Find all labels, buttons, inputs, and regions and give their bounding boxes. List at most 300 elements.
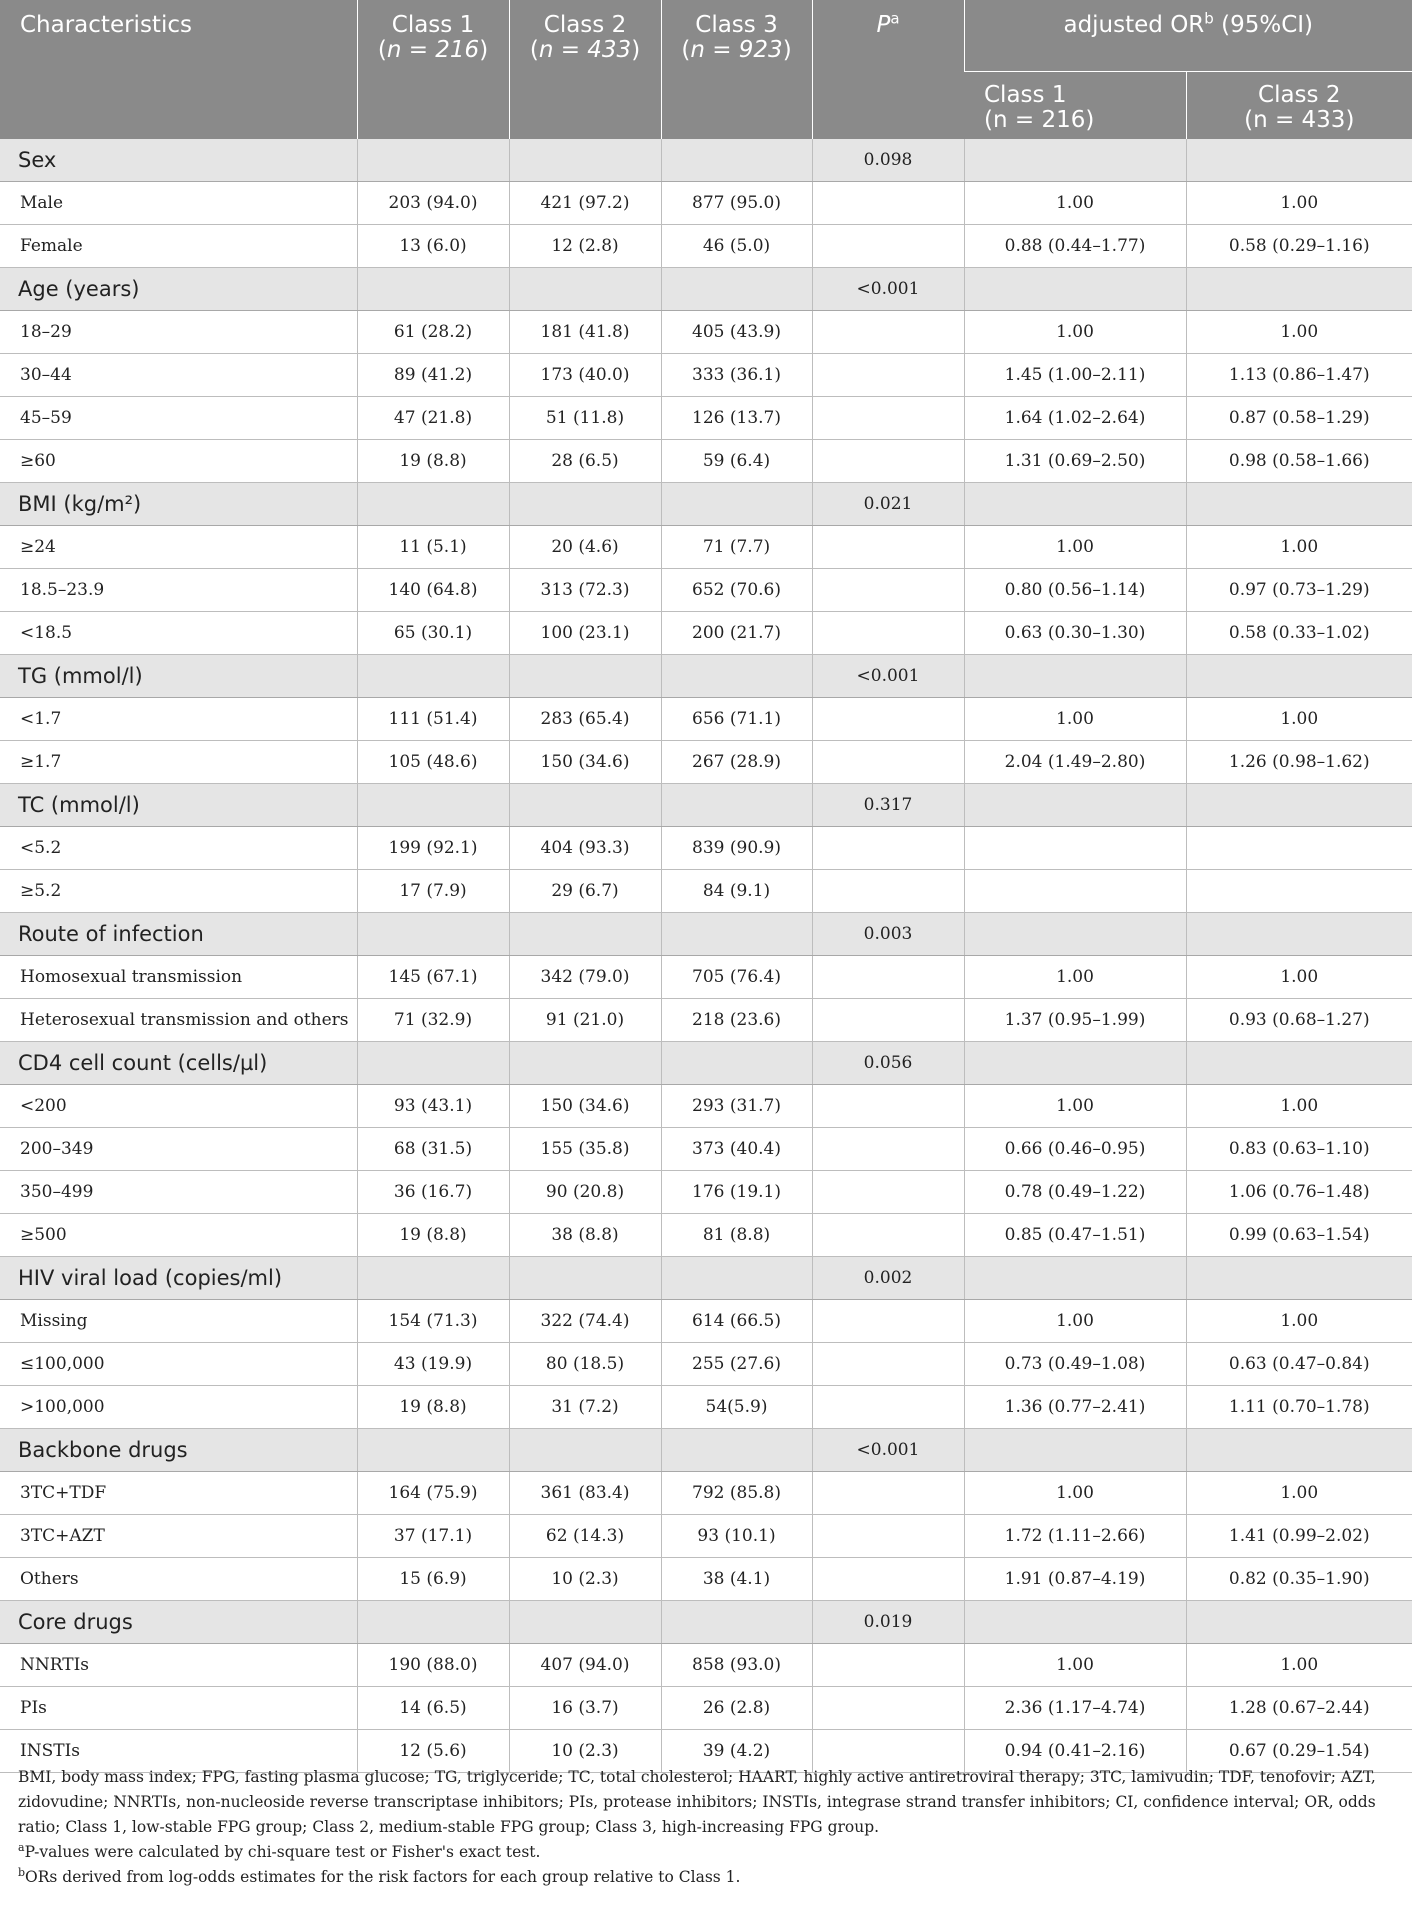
row-p-value [812,1300,964,1343]
class2-count: 283 (65.4) [509,698,661,741]
row-p-value [812,397,964,440]
group-row [0,1042,1412,1085]
row-p-value [812,1644,964,1687]
row-p-value [812,1515,964,1558]
group-class3-cell [661,1257,812,1300]
group-name: CD4 cell count (cells/µl) [0,1042,357,1085]
footnote-abbreviations: BMI, body mass index; FPG, fasting plasma glucose; TG, triglyceride; TC, total cholesterol; HAART, highly active antiretroviral therapy; 3TC, lamivudin; TDF, tenofovir; AZT, zidovudine; NNRTIs, non-nucleoside reverse transcriptase inhibitors; PIs, protease inhibitors; INSTIs, integrase strand transfer inhibitors; CI, confidence interval; OR, odds ratio; Class 1, low-stable FPG group; Class 2, medium-stable FPG group; Class 3, high-increasing FPG group. [18,1768,1376,1836]
header-or-class1-label: Class 1 [984,82,1067,108]
or-class2: 1.00 [1186,182,1412,225]
class2-count: 91 (21.0) [509,999,661,1042]
or-class2: 1.00 [1186,1472,1412,1515]
row-p-value [812,1343,964,1386]
group-class1-cell [357,483,509,526]
class2-count: 173 (40.0) [509,354,661,397]
class1-count: 17 (7.9) [357,870,509,913]
or-class2: 0.83 (0.63–1.10) [1186,1128,1412,1171]
class3-count: 200 (21.7) [661,612,812,655]
footnote-b-mark: b [18,1865,26,1879]
class2-count: 28 (6.5) [509,440,661,483]
table-row [0,698,1412,741]
class1-count: 19 (8.8) [357,1214,509,1257]
class2-count: 322 (74.4) [509,1300,661,1343]
row-p-value [812,440,964,483]
or-class1: 0.88 (0.44–1.77) [964,225,1186,268]
group-class3-cell [661,1042,812,1085]
row-label: 45–59 [0,397,357,440]
class2-count: 10 (2.3) [509,1558,661,1601]
or-class2: 1.26 (0.98–1.62) [1186,741,1412,784]
table-row [0,827,1412,870]
group-p-value: 0.098 [812,139,964,182]
group-class2-cell [509,1601,661,1644]
group-name: BMI (kg/m²) [0,483,357,526]
row-label: ≥500 [0,1214,357,1257]
or-class2: 1.00 [1186,1300,1412,1343]
row-p-value [812,870,964,913]
or-class2 [1186,870,1412,913]
class1-count: 14 (6.5) [357,1687,509,1730]
class3-count: 656 (71.1) [661,698,812,741]
class2-count: 404 (93.3) [509,827,661,870]
footnote-a-mark: a [18,1840,25,1854]
header-or-sup: b [1204,9,1214,28]
row-p-value [812,1128,964,1171]
group-or2-cell [1186,1257,1412,1300]
group-name: TC (mmol/l) [0,784,357,827]
row-label: 3TC+AZT [0,1515,357,1558]
class2-count: 62 (14.3) [509,1515,661,1558]
class1-count: 47 (21.8) [357,397,509,440]
header-class3: Class 3 (n = 923) [661,0,812,139]
or-class1 [964,827,1186,870]
group-or2-cell [1186,655,1412,698]
row-label: <5.2 [0,827,357,870]
footnote-b [18,1865,1403,1890]
class3-count: 792 (85.8) [661,1472,812,1515]
class3-count: 839 (90.9) [661,827,812,870]
row-p-value [812,1171,964,1214]
class2-count: 100 (23.1) [509,612,661,655]
group-class1-cell [357,784,509,827]
header-class2-n: n = 433 [538,37,632,63]
class3-count: 46 (5.0) [661,225,812,268]
class3-count: 71 (7.7) [661,526,812,569]
row-label: Female [0,225,357,268]
row-p-value [812,741,964,784]
group-class2-cell [509,1042,661,1085]
table-row [0,225,1412,268]
or-class2: 1.00 [1186,956,1412,999]
or-class2: 0.58 (0.29–1.16) [1186,225,1412,268]
group-p-value: 0.002 [812,1257,964,1300]
class1-count: 111 (51.4) [357,698,509,741]
row-label: 350–499 [0,1171,357,1214]
group-class1-cell [357,1042,509,1085]
class3-count: 858 (93.0) [661,1644,812,1687]
row-label: 200–349 [0,1128,357,1171]
group-class2-cell [509,1257,661,1300]
footnote-b-text: ORs derived from log-odds estimates for the risk factors for each group relative to Class 1. [25,1868,741,1886]
row-label: ≥5.2 [0,870,357,913]
class2-count: 155 (35.8) [509,1128,661,1171]
class1-count: 36 (16.7) [357,1171,509,1214]
class1-count: 12 (5.6) [357,1730,509,1773]
class1-count: 105 (48.6) [357,741,509,784]
or-class2: 1.00 [1186,698,1412,741]
class3-count: 652 (70.6) [661,569,812,612]
or-class1: 1.72 (1.11–2.66) [964,1515,1186,1558]
row-label: Missing [0,1300,357,1343]
row-label: NNRTIs [0,1644,357,1687]
row-p-value [812,354,964,397]
row-p-value [812,612,964,655]
header-class1: Class 1 (n = 216) [357,0,509,139]
group-or1-cell [964,784,1186,827]
or-class1 [964,870,1186,913]
class2-count: 20 (4.6) [509,526,661,569]
class1-count: 190 (88.0) [357,1644,509,1687]
row-label: Others [0,1558,357,1601]
or-class1: 0.73 (0.49–1.08) [964,1343,1186,1386]
group-class2-cell [509,268,661,311]
row-label: Male [0,182,357,225]
or-class1: 0.63 (0.30–1.30) [964,612,1186,655]
row-p-value [812,956,964,999]
table-row [0,1644,1412,1687]
table-row [0,1687,1412,1730]
class1-count: 203 (94.0) [357,182,509,225]
table-row [0,612,1412,655]
class3-count: 54(5.9) [661,1386,812,1429]
row-label: ≥60 [0,440,357,483]
class3-count: 877 (95.0) [661,182,812,225]
group-p-value: 0.021 [812,483,964,526]
or-class2: 0.58 (0.33–1.02) [1186,612,1412,655]
group-row [0,1429,1412,1472]
class3-count: 38 (4.1) [661,1558,812,1601]
or-class2: 1.00 [1186,1644,1412,1687]
or-class1: 1.00 [964,1085,1186,1128]
row-label: 3TC+TDF [0,1472,357,1515]
header-or-class1-n: (n = 216) [984,107,1095,133]
group-class1-cell [357,655,509,698]
class3-count: 26 (2.8) [661,1687,812,1730]
class3-count: 405 (43.9) [661,311,812,354]
class1-count: 15 (6.9) [357,1558,509,1601]
class3-count: 705 (76.4) [661,956,812,999]
row-label: ≤100,000 [0,1343,357,1386]
group-p-value: 0.056 [812,1042,964,1085]
row-p-value [812,311,964,354]
group-class3-cell [661,139,812,182]
group-name: Backbone drugs [0,1429,357,1472]
group-row [0,655,1412,698]
group-class2-cell [509,655,661,698]
group-or2-cell [1186,1429,1412,1472]
row-label: 30–44 [0,354,357,397]
header-or-class2 [1186,72,1412,140]
group-class3-cell [661,1601,812,1644]
or-class2: 0.93 (0.68–1.27) [1186,999,1412,1042]
header-or-class2-label: Class 2 [1258,82,1341,108]
class3-count: 93 (10.1) [661,1515,812,1558]
class1-count: 164 (75.9) [357,1472,509,1515]
row-p-value [812,1687,964,1730]
or-class2: 1.00 [1186,526,1412,569]
class3-count: 267 (28.9) [661,741,812,784]
table-row [0,182,1412,225]
header-class2-label: Class 2 [543,12,627,38]
class1-count: 37 (17.1) [357,1515,509,1558]
or-class1: 2.04 (1.49–2.80) [964,741,1186,784]
header-p-label: P [876,12,891,38]
row-p-value [812,1558,964,1601]
table-row [0,440,1412,483]
row-label: INSTIs [0,1730,357,1773]
group-class2-cell [509,139,661,182]
class3-count: 59 (6.4) [661,440,812,483]
row-p-value [812,1386,964,1429]
table-footnotes [18,1765,1403,1890]
header-p-sup: a [890,9,900,28]
table-row [0,569,1412,612]
or-class1: 0.94 (0.41–2.16) [964,1730,1186,1773]
class2-count: 407 (94.0) [509,1644,661,1687]
row-label: ≥1.7 [0,741,357,784]
group-class2-cell [509,784,661,827]
class1-count: 19 (8.8) [357,1386,509,1429]
group-row [0,784,1412,827]
group-or1-cell [964,1429,1186,1472]
header-or-label: adjusted OR [1063,12,1205,38]
group-name: TG (mmol/l) [0,655,357,698]
row-label: ≥24 [0,526,357,569]
header-or-class1 [964,72,1186,140]
or-class1: 1.00 [964,526,1186,569]
group-class2-cell [509,483,661,526]
group-p-value: 0.003 [812,913,964,956]
row-label: PIs [0,1687,357,1730]
group-class1-cell [357,1429,509,1472]
group-class1-cell [357,1257,509,1300]
row-label: >100,000 [0,1386,357,1429]
group-or2-cell [1186,1042,1412,1085]
class1-count: 13 (6.0) [357,225,509,268]
or-class1: 1.00 [964,311,1186,354]
group-or1-cell [964,655,1186,698]
group-or1-cell [964,483,1186,526]
table-row [0,1558,1412,1601]
or-class1: 1.00 [964,1644,1186,1687]
group-p-value: <0.001 [812,1429,964,1472]
or-class1: 0.80 (0.56–1.14) [964,569,1186,612]
or-class2: 0.87 (0.58–1.29) [1186,397,1412,440]
group-class3-cell [661,268,812,311]
header-class1-n: n = 216 [386,37,480,63]
group-or2-cell [1186,784,1412,827]
class2-count: 38 (8.8) [509,1214,661,1257]
group-or1-cell [964,268,1186,311]
or-class1: 0.78 (0.49–1.22) [964,1171,1186,1214]
or-class1: 1.00 [964,1300,1186,1343]
group-name: Route of infection [0,913,357,956]
class3-count: 218 (23.6) [661,999,812,1042]
class2-count: 16 (3.7) [509,1687,661,1730]
class3-count: 255 (27.6) [661,1343,812,1386]
table-row [0,1300,1412,1343]
group-row [0,1257,1412,1300]
or-class2: 1.06 (0.76–1.48) [1186,1171,1412,1214]
group-or1-cell [964,1257,1186,1300]
class2-count: 421 (97.2) [509,182,661,225]
group-p-value: 0.019 [812,1601,964,1644]
group-class3-cell [661,784,812,827]
group-or1-cell [964,913,1186,956]
table-row [0,1472,1412,1515]
table-row [0,1214,1412,1257]
header-class3-n: n = 923 [690,37,783,63]
row-label: <200 [0,1085,357,1128]
row-p-value [812,698,964,741]
header-adjusted-or [964,0,1412,72]
group-class1-cell [357,139,509,182]
class3-count: 39 (4.2) [661,1730,812,1773]
class1-count: 61 (28.2) [357,311,509,354]
or-class1: 1.00 [964,956,1186,999]
group-class2-cell [509,913,661,956]
group-class3-cell [661,655,812,698]
row-p-value [812,1085,964,1128]
class2-count: 181 (41.8) [509,311,661,354]
group-name: Age (years) [0,268,357,311]
or-class2: 0.82 (0.35–1.90) [1186,1558,1412,1601]
class2-count: 51 (11.8) [509,397,661,440]
group-class1-cell [357,1601,509,1644]
group-class3-cell [661,1429,812,1472]
or-class1: 1.31 (0.69–2.50) [964,440,1186,483]
footnote-a [18,1840,1403,1865]
group-class1-cell [357,913,509,956]
table-row [0,1085,1412,1128]
table-row [0,741,1412,784]
class3-count: 373 (40.4) [661,1128,812,1171]
row-label: Heterosexual transmission and others [0,999,357,1042]
group-row [0,483,1412,526]
or-class1: 0.85 (0.47–1.51) [964,1214,1186,1257]
row-p-value [812,526,964,569]
or-class2: 1.00 [1186,1085,1412,1128]
class3-count: 126 (13.7) [661,397,812,440]
class1-count: 11 (5.1) [357,526,509,569]
group-row [0,913,1412,956]
or-class2: 0.97 (0.73–1.29) [1186,569,1412,612]
row-label: <1.7 [0,698,357,741]
group-p-value: <0.001 [812,655,964,698]
class3-count: 293 (31.7) [661,1085,812,1128]
or-class2: 1.00 [1186,311,1412,354]
table-row [0,1128,1412,1171]
class1-count: 19 (8.8) [357,440,509,483]
group-row [0,139,1412,182]
group-class1-cell [357,268,509,311]
header-or-ci: (95%CI) [1213,12,1314,38]
or-class2: 0.63 (0.47–0.84) [1186,1343,1412,1386]
class2-count: 10 (2.3) [509,1730,661,1773]
group-class3-cell [661,913,812,956]
row-p-value [812,999,964,1042]
group-or1-cell [964,1042,1186,1085]
row-label: Homosexual transmission [0,956,357,999]
row-p-value [812,569,964,612]
class1-count: 199 (92.1) [357,827,509,870]
class2-count: 150 (34.6) [509,741,661,784]
row-p-value [812,225,964,268]
class1-count: 65 (30.1) [357,612,509,655]
header-class1-label: Class 1 [391,12,475,38]
class3-count: 176 (19.1) [661,1171,812,1214]
group-p-value: 0.317 [812,784,964,827]
class1-count: 71 (32.9) [357,999,509,1042]
class1-count: 154 (71.3) [357,1300,509,1343]
or-class1: 1.45 (1.00–2.11) [964,354,1186,397]
group-name: Sex [0,139,357,182]
group-row [0,268,1412,311]
class3-count: 614 (66.5) [661,1300,812,1343]
class2-count: 90 (20.8) [509,1171,661,1214]
table-row [0,999,1412,1042]
or-class1: 1.00 [964,182,1186,225]
or-class2 [1186,827,1412,870]
or-class1: 1.00 [964,1472,1186,1515]
or-class1: 1.64 (1.02–2.64) [964,397,1186,440]
or-class2: 1.28 (0.67–2.44) [1186,1687,1412,1730]
or-class2: 1.11 (0.70–1.78) [1186,1386,1412,1429]
table-body [0,139,1412,1773]
group-or2-cell [1186,268,1412,311]
or-class2: 1.13 (0.86–1.47) [1186,354,1412,397]
table-row [0,526,1412,569]
class2-count: 150 (34.6) [509,1085,661,1128]
table-row [0,354,1412,397]
group-row [0,1601,1412,1644]
header-class2: Class 2 (n = 433) [509,0,661,139]
or-class1: 0.66 (0.46–0.95) [964,1128,1186,1171]
table-row [0,870,1412,913]
group-or2-cell [1186,913,1412,956]
table-row [0,1343,1412,1386]
class2-count: 361 (83.4) [509,1472,661,1515]
group-or1-cell [964,1601,1186,1644]
or-class2: 0.99 (0.63–1.54) [1186,1214,1412,1257]
class3-count: 84 (9.1) [661,870,812,913]
table-row [0,1386,1412,1429]
or-class1: 1.36 (0.77–2.41) [964,1386,1186,1429]
group-class3-cell [661,483,812,526]
row-label: 18.5–23.9 [0,569,357,612]
class2-count: 31 (7.2) [509,1386,661,1429]
or-class1: 1.00 [964,698,1186,741]
or-class1: 1.91 (0.87–4.19) [964,1558,1186,1601]
group-p-value: <0.001 [812,268,964,311]
row-label: 18–29 [0,311,357,354]
group-name: HIV viral load (copies/ml) [0,1257,357,1300]
class2-count: 313 (72.3) [509,569,661,612]
class2-count: 29 (6.7) [509,870,661,913]
header-p-value [812,0,964,139]
table-header [0,0,1412,139]
table-row [0,1515,1412,1558]
